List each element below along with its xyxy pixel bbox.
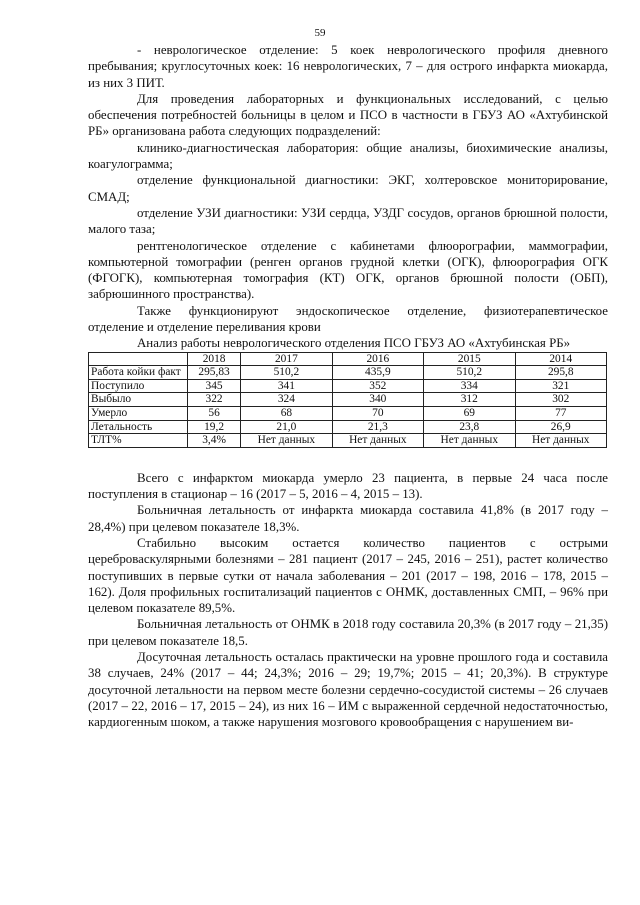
table-header-row (89, 352, 607, 366)
table-cell: 302 (515, 393, 606, 407)
paragraph: клинико-диагностическая лаборатория: общие анализы, биохимические анализы, коагулограмма; (88, 140, 608, 172)
table-cell: 321 (515, 379, 606, 393)
table-row (89, 366, 607, 380)
paragraph: Больничная летальность от инфаркта миокарда составила 41,8% (в 2017 году – 28,4%) при целевом показателе 18,3%. (88, 503, 608, 534)
table-cell: 21,3 (332, 420, 423, 434)
table-cell: 334 (424, 379, 515, 393)
paragraph: Больничная летальность от ОНМК в 2018 году составила 20,3% (в 2017 году – 21,35) при целевом показателе 18,5. (88, 617, 608, 648)
table-cell: 56 (188, 407, 241, 421)
table-caption: Анализ работы неврологического отделения ПСО ГБУЗ АО «Ахтубинская РБ» (137, 336, 571, 351)
table-row (89, 434, 607, 448)
table-year-header: 2016 (332, 352, 423, 366)
neurology-stats-table (88, 352, 607, 448)
paragraph: Досуточная летальность осталась практически на уровне прошлого года и составила 38 случаев, 24% (2017 – 44; 24,3%; 2016 – 29; 19,7%; 2015 – 41; 20,3%). В структуре досуточной летальности на первом месте болезни сердечно-сосудистой системы – 26 случаев (2017 – 22, 2016 – 17, 2015 – 24), из них 16 – ИМ с выраженной сердечной недостаточностью, кардиогенным шоком, а также нарушения мозгового кровообращения с нарушением ви- (88, 650, 608, 730)
paragraph: Стабильно высоким остается количество пациентов с острыми цереброваскулярными болезнями – 281 пациент (2017 – 245, 2016 – 251), растет количество поступивших в первые сутки от начала заболевания – 201 (2017 – 198, 2016 – 178, 2015 – 162). Доля профильных госпитализаций пациентов с ОНМК, доставленных СМП, – 96% при целевом показателе 89,5%. (88, 535, 608, 616)
paragraph: Также функционируют эндоскопическое отделение, физиотерапевтическое отделение и отделение переливания крови (88, 303, 608, 335)
table-cell: 510,2 (241, 366, 332, 380)
table-row (89, 420, 607, 434)
page-number: 59 (314, 27, 326, 39)
table-cell: 510,2 (424, 366, 515, 380)
table-row-label: Работа койки факт (89, 366, 188, 380)
table-row (89, 379, 607, 393)
table-cell: 324 (241, 393, 332, 407)
table-cell: 21,0 (241, 420, 332, 434)
table-year-header: 2015 (424, 352, 515, 366)
table-row (89, 393, 607, 407)
paragraph: - неврологическое отделение: 5 коек неврологического профиля дневного пребывания; круглосуточных коек: 16 неврологических, 7 – для острого инфаркта миокарда, из них 3 ПИТ. (88, 43, 608, 90)
table-cell: Нет данных (424, 434, 515, 448)
table-year-header: 2017 (241, 352, 332, 366)
document-body (88, 42, 608, 731)
table-cell: 295,8 (515, 366, 606, 380)
table-cell: 23,8 (424, 420, 515, 434)
table-cell: Нет данных (241, 434, 332, 448)
paragraph: рентгенологическое отделение с кабинетами флюорографии, маммографии, компьютерной томографии (ренген органов грудной клетки (ОГК), флюорография ОГК (ФГОГК), компьютерная томография (КТ) ОГК, органов брюшной полости (ОБП), забрюшинного пространства). (88, 238, 608, 302)
paragraph: Всего с инфарктом миокарда умерло 23 пациента, в первые 24 часа после поступления в стационар – 16 (2017 – 5, 2016 – 4, 2015 – 13). (88, 470, 608, 502)
paragraph: отделение функциональной диагностики: ЭКГ, холтеровское мониторирование, СМАД; (88, 173, 608, 204)
paragraphs-before (88, 42, 608, 335)
paragraphs-after (88, 470, 608, 731)
table-row-label: Летальность (89, 420, 188, 434)
table-cell: 19,2 (188, 420, 241, 434)
table-cell: 312 (424, 393, 515, 407)
table-cell: 345 (188, 379, 241, 393)
table-cell: 435,9 (332, 366, 423, 380)
table-cell: 70 (332, 407, 423, 421)
table-row-label: Умерло (89, 407, 188, 421)
table-cell: 68 (241, 407, 332, 421)
table-cell: Нет данных (515, 434, 606, 448)
table-row-label: ТЛТ% (89, 434, 188, 448)
table-year-header: 2018 (188, 352, 241, 366)
table-cell: 295,83 (188, 366, 241, 380)
table-corner-cell (89, 352, 188, 366)
table-cell: 3,4% (188, 434, 241, 448)
table-cell: 77 (515, 407, 606, 421)
paragraph: Для проведения лабораторных и функциональных исследований, с целью обеспечения потребностей больницы в целом и ПСО в частности в ГБУЗ АО «Ахтубинской РБ» организована работа следующих подразделений: (88, 91, 608, 139)
paragraph: отделение УЗИ диагностики: УЗИ сердца, УЗДГ сосудов, органов брюшной полости, малого таза; (88, 205, 608, 237)
table-cell: 341 (241, 379, 332, 393)
table-row-label: Поступило (89, 379, 188, 393)
table-cell: 352 (332, 379, 423, 393)
table-cell: 26,9 (515, 420, 606, 434)
table-cell: 340 (332, 393, 423, 407)
table-cell: 69 (424, 407, 515, 421)
table-row-label: Выбыло (89, 393, 188, 407)
table-cell: Нет данных (332, 434, 423, 448)
table-cell: 322 (188, 393, 241, 407)
table-year-header: 2014 (515, 352, 606, 366)
table-row (89, 407, 607, 421)
